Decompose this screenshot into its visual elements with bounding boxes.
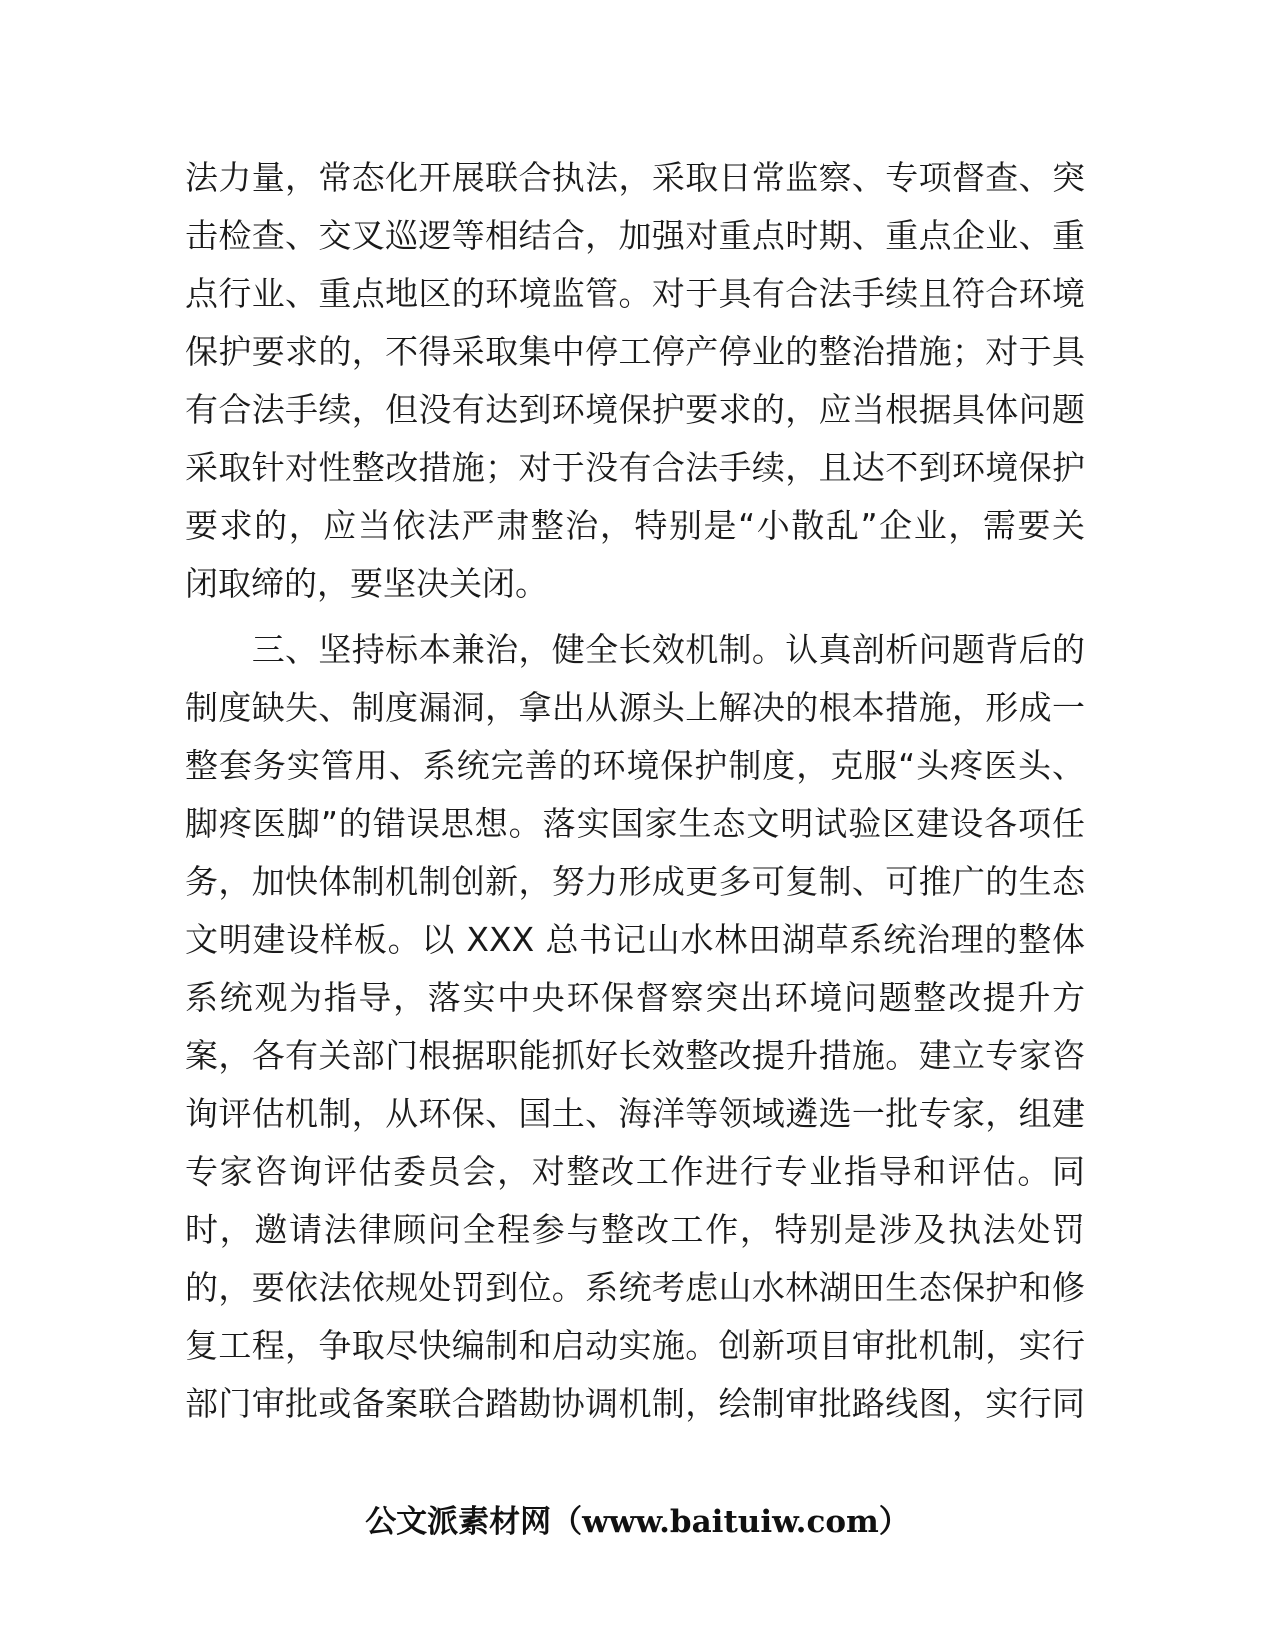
text-line: 文明建设样板。以 XXX 总书记山水林田湖草系统治理的整体: [185, 920, 1085, 959]
text-line: 案，各有关部门根据职能抓好长效整改提升措施。建立专家咨: [185, 1036, 1085, 1075]
text-line: 保护要求的，不得采取集中停工停产停业的整治措施；对于具: [185, 332, 1085, 371]
text-line: 询评估机制，从环保、国土、海洋等领域遴选一批专家，组建: [185, 1094, 1085, 1133]
text-line: 部门审批或备案联合踏勘协调机制，绘制审批路线图，实行同: [185, 1384, 1085, 1423]
text-line: 法力量，常态化开展联合执法，采取日常监察、专项督查、突: [185, 158, 1085, 197]
text-line: 系统观为指导，落实中央环保督察突出环境问题整改提升方: [185, 978, 1085, 1017]
text-line: 闭取缔的，要坚决关闭。: [185, 564, 548, 603]
text-line: 整套务实管用、系统完善的环境保护制度，克服“头疼医头、: [185, 746, 1085, 785]
text-line: 击检查、交叉巡逻等相结合，加强对重点时期、重点企业、重: [185, 216, 1085, 255]
text-line: 有合法手续，但没有达到环境保护要求的，应当根据具体问题: [185, 390, 1085, 429]
text-line: 制度缺失、制度漏洞，拿出从源头上解决的根本措施，形成一: [185, 688, 1085, 727]
text-line: 点行业、重点地区的环境监管。对于具有合法手续且符合环境: [185, 274, 1085, 313]
document-body: [185, 149, 1085, 1433]
text-line: 要求的，应当依法严肃整治，特别是“小散乱”企业，需要关: [185, 506, 1085, 545]
text-line: 复工程，争取尽快编制和启动实施。创新项目审批机制，实行: [185, 1326, 1085, 1365]
text-line: 专家咨询评估委员会，对整改工作进行专业指导和评估。同: [185, 1152, 1085, 1191]
text-line: 的，要依法依规处罚到位。系统考虑山水林湖田生态保护和修: [185, 1268, 1085, 1307]
text-line: 采取针对性整改措施；对于没有合法手续，且达不到环境保护: [185, 448, 1085, 487]
text-line: 脚疼医脚”的错误思想。落实国家生态文明试验区建设各项任: [185, 804, 1085, 843]
text-line: 务，加快体制机制创新，努力形成更多可复制、可推广的生态: [185, 862, 1085, 901]
text-line: 时，邀请法律顾问全程参与整改工作，特别是涉及执法处罚: [185, 1210, 1085, 1249]
page-footer-watermark: 公文派素材网（www.baituiw.com）: [365, 1504, 910, 1540]
text-line: 三、坚持标本兼治，健全长效机制。认真剖析问题背后的: [185, 630, 1085, 669]
paragraph-2: [185, 621, 1085, 1433]
paragraph-1: [185, 149, 1085, 613]
